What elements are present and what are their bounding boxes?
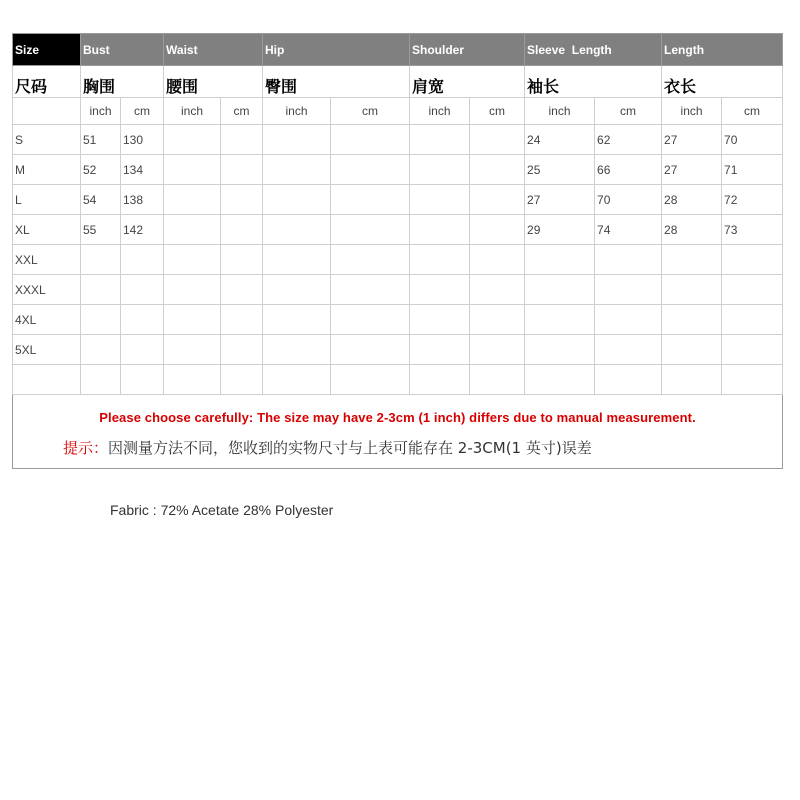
table-cell: 134 (121, 155, 164, 185)
unit-cell: inch (662, 98, 722, 125)
table-cell (722, 365, 783, 395)
size-label-cell: L (13, 185, 81, 215)
unit-cell: inch (263, 98, 331, 125)
table-cell (164, 365, 221, 395)
table-cell (662, 305, 722, 335)
table-cell (470, 275, 525, 305)
table-row (13, 305, 783, 335)
table-cell: 27 (662, 155, 722, 185)
table-row (13, 215, 783, 245)
unit-cell: cm (331, 98, 410, 125)
table-cell (470, 155, 525, 185)
table-cell (331, 215, 410, 245)
table-cell (263, 305, 331, 335)
table-cell (722, 245, 783, 275)
table-cell: 71 (722, 155, 783, 185)
table-cell (263, 215, 331, 245)
table-cell (595, 245, 662, 275)
table-cell (410, 215, 470, 245)
table-cell (331, 125, 410, 155)
unit-cell: cm (722, 98, 783, 125)
table-cell (221, 365, 263, 395)
header-cn-size: 尺码 (13, 66, 81, 98)
table-cell (410, 245, 470, 275)
table-cell (331, 305, 410, 335)
table-cell: 28 (662, 185, 722, 215)
table-cell (662, 335, 722, 365)
table-cell: 27 (525, 185, 595, 215)
table-cell (595, 365, 662, 395)
table-cell: 62 (595, 125, 662, 155)
table-cell (81, 245, 121, 275)
note-chinese-text: 因测量方法不同，您收到的实物尺寸与上表可能存在 2-3CM(1 英寸)误差 (108, 438, 592, 457)
table-row (13, 275, 783, 305)
header-shoulder: Shoulder (410, 34, 525, 66)
header-hip: Hip (263, 34, 410, 66)
table-cell (221, 305, 263, 335)
size-label-cell: S (13, 125, 81, 155)
header-bust: Bust (81, 34, 164, 66)
table-cell (470, 185, 525, 215)
table-cell (81, 275, 121, 305)
table-cell: 24 (525, 125, 595, 155)
fabric-composition: Fabric : 72% Acetate 28% Polyester (110, 502, 334, 518)
table-cell (263, 335, 331, 365)
table-cell (263, 185, 331, 215)
table-cell (121, 335, 164, 365)
table-cell (263, 365, 331, 395)
size-label-cell: XXXL (13, 275, 81, 305)
table-cell: 25 (525, 155, 595, 185)
table-cell: 54 (81, 185, 121, 215)
table-cell (410, 335, 470, 365)
header-cn-waist: 腰围 (164, 66, 263, 98)
table-cell (470, 125, 525, 155)
size-label-cell: M (13, 155, 81, 185)
unit-cell: inch (525, 98, 595, 125)
size-label-cell: XL (13, 215, 81, 245)
table-cell (164, 245, 221, 275)
table-cell (221, 335, 263, 365)
table-cell (470, 215, 525, 245)
table-cell (470, 365, 525, 395)
header-cn-sleeve: 袖长 (525, 66, 662, 98)
table-cell: 130 (121, 125, 164, 155)
table-cell (164, 215, 221, 245)
note-chinese-prefix: 提示： (63, 438, 109, 457)
table-cell (662, 275, 722, 305)
table-cell (164, 155, 221, 185)
table-cell (525, 365, 595, 395)
table-cell (410, 305, 470, 335)
table-cell (595, 335, 662, 365)
table-cell (121, 305, 164, 335)
table-cell (263, 155, 331, 185)
size-label-cell: XXL (13, 245, 81, 275)
table-cell: 74 (595, 215, 662, 245)
table-row (13, 155, 783, 185)
table-cell (331, 155, 410, 185)
table-cell (81, 335, 121, 365)
table-cell (221, 215, 263, 245)
unit-cell: inch (410, 98, 470, 125)
table-cell (121, 245, 164, 275)
unit-row (13, 98, 783, 125)
table-cell (525, 305, 595, 335)
table-cell (662, 245, 722, 275)
note-row (13, 395, 783, 469)
table-cell (221, 275, 263, 305)
table-row (13, 245, 783, 275)
table-cell (121, 275, 164, 305)
table-cell (13, 365, 81, 395)
table-cell: 51 (81, 125, 121, 155)
table-cell: 27 (662, 125, 722, 155)
table-cell (263, 275, 331, 305)
header-cn-length: 衣长 (662, 66, 783, 98)
table-cell (722, 275, 783, 305)
table-row (13, 185, 783, 215)
chinese-header-row (13, 66, 783, 98)
table-cell (221, 245, 263, 275)
table-row (13, 335, 783, 365)
table-cell (164, 335, 221, 365)
header-cn-shoulder: 肩宽 (410, 66, 525, 98)
unit-cell: cm (470, 98, 525, 125)
table-cell: 73 (722, 215, 783, 245)
table-cell (331, 275, 410, 305)
table-cell: 66 (595, 155, 662, 185)
table-cell: 52 (81, 155, 121, 185)
note-chinese (63, 437, 782, 458)
table-cell: 72 (722, 185, 783, 215)
table-cell (410, 155, 470, 185)
unit-cell: cm (121, 98, 164, 125)
table-cell (525, 275, 595, 305)
table-cell (164, 125, 221, 155)
table-cell (121, 365, 164, 395)
table-cell (331, 185, 410, 215)
table-cell (81, 305, 121, 335)
table-row (13, 125, 783, 155)
table-cell (164, 305, 221, 335)
table-cell (525, 245, 595, 275)
header-cn-hip: 臀围 (263, 66, 410, 98)
table-cell (221, 185, 263, 215)
note-english: Please choose carefully: The size may have 2-3cm (1 inch) differs due to manual measurement. (99, 409, 696, 425)
table-cell (263, 245, 331, 275)
unit-cell: inch (164, 98, 221, 125)
header-length: Length (662, 34, 783, 66)
table-cell: 142 (121, 215, 164, 245)
header-size: Size (13, 34, 81, 66)
table-cell (662, 365, 722, 395)
size-label-cell: 4XL (13, 305, 81, 335)
table-cell (525, 335, 595, 365)
table-cell (595, 305, 662, 335)
table-cell (263, 125, 331, 155)
header-waist: Waist (164, 34, 263, 66)
table-cell: 55 (81, 215, 121, 245)
table-cell (595, 275, 662, 305)
unit-cell-blank (13, 98, 81, 125)
table-cell (331, 245, 410, 275)
table-cell (331, 335, 410, 365)
size-chart-table (12, 33, 783, 469)
table-cell (410, 185, 470, 215)
table-cell (221, 155, 263, 185)
english-header-row (13, 34, 783, 66)
table-cell: 70 (595, 185, 662, 215)
table-cell (164, 275, 221, 305)
table-cell (410, 365, 470, 395)
table-cell: 29 (525, 215, 595, 245)
table-cell: 28 (662, 215, 722, 245)
unit-cell: cm (595, 98, 662, 125)
table-cell (722, 305, 783, 335)
table-cell (331, 365, 410, 395)
table-cell (470, 245, 525, 275)
size-label-cell: 5XL (13, 335, 81, 365)
unit-cell: cm (221, 98, 263, 125)
table-cell (410, 125, 470, 155)
table-cell: 70 (722, 125, 783, 155)
table-cell (410, 275, 470, 305)
header-cn-bust: 胸围 (81, 66, 164, 98)
empty-row (13, 365, 783, 395)
header-sleeve-length: Sleeve Length (525, 34, 662, 66)
unit-cell: inch (81, 98, 121, 125)
table-cell: 138 (121, 185, 164, 215)
table-cell (470, 305, 525, 335)
table-cell (221, 125, 263, 155)
table-cell (164, 185, 221, 215)
table-cell (470, 335, 525, 365)
note-cell (13, 395, 783, 469)
table-cell (81, 365, 121, 395)
table-cell (722, 335, 783, 365)
